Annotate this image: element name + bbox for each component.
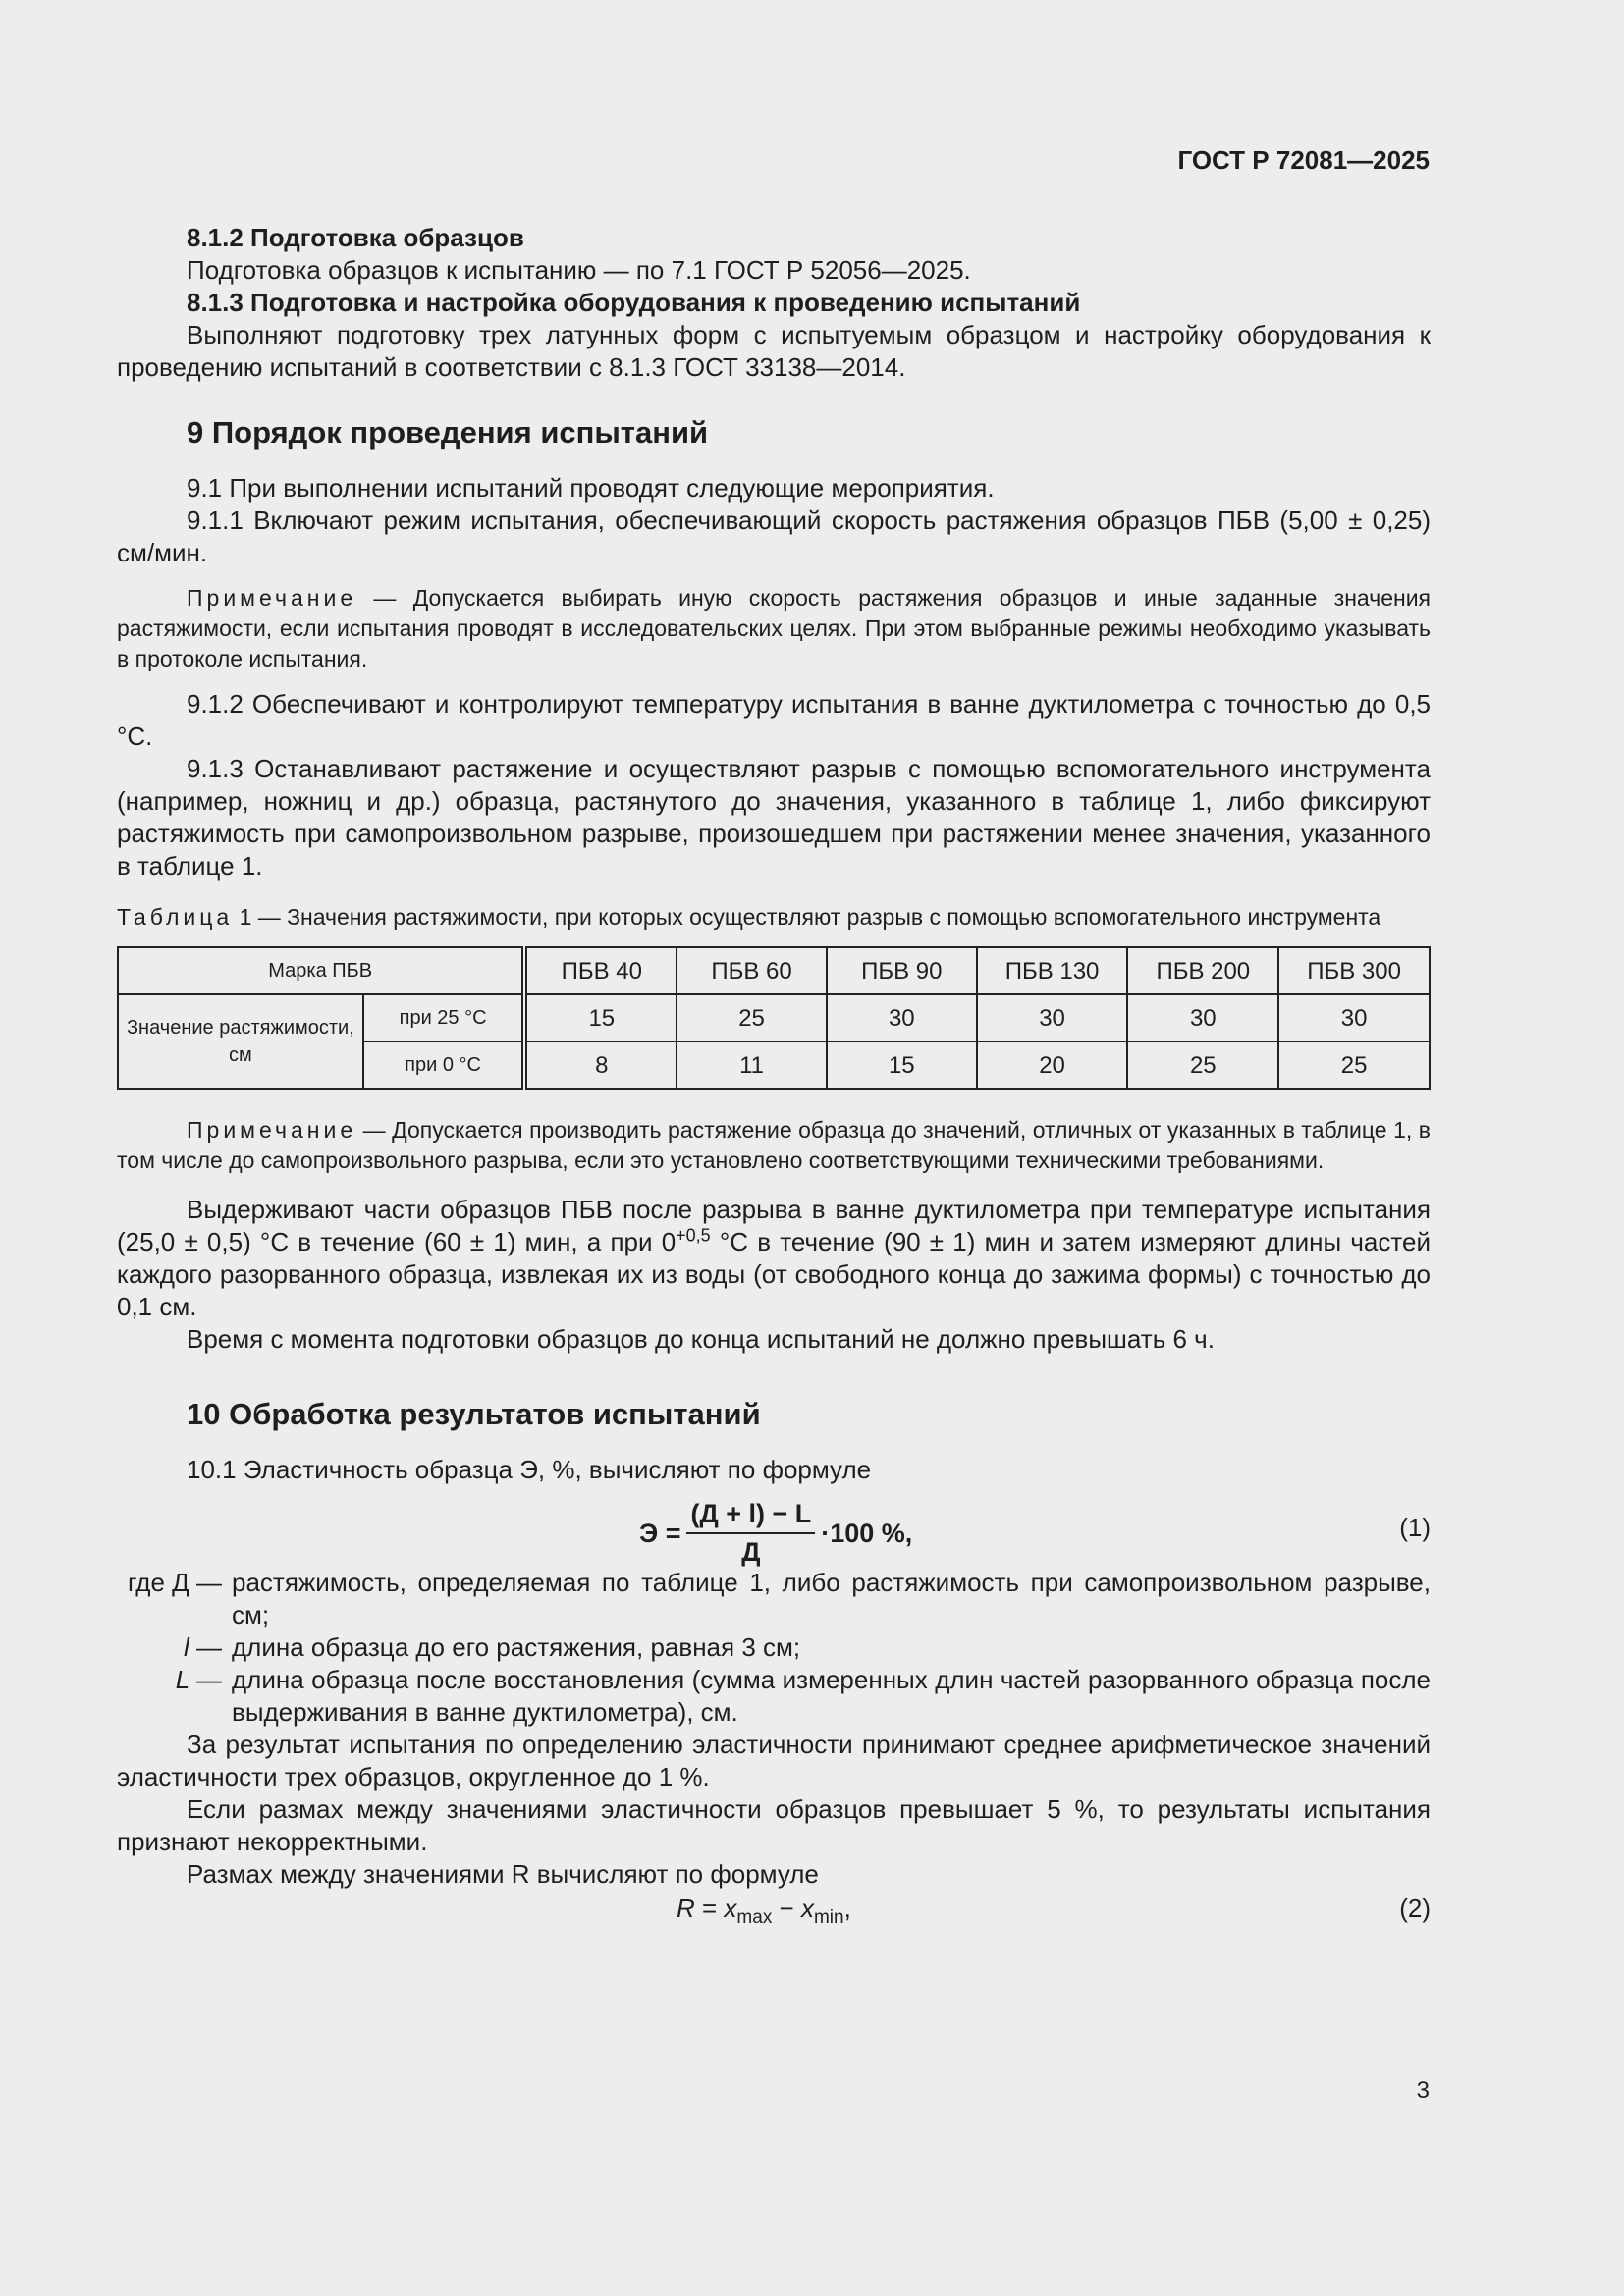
page-number: 3: [1416, 2077, 1430, 2104]
section-8-1-3-heading: 8.1.3 Подготовка и настройка оборудования к проведению испытаний: [187, 288, 1081, 317]
formula-2-r: R: [677, 1894, 695, 1923]
formula-2-x: x: [724, 1894, 737, 1923]
table-cell: 30: [1278, 994, 1430, 1041]
para-9-1: 9.1 При выполнении испытаний проводят следующие мероприятия.: [187, 473, 995, 503]
definition-text: длина образца до его растяжения, равная 3 см;: [232, 1632, 801, 1662]
tolerance-superscript: +0,5: [676, 1225, 711, 1246]
table-col-header: ПБВ 60: [677, 947, 827, 994]
para-range: Если размах между значениями эластичности образцов превышает 5 %, то результаты испытания признают некорректными.: [117, 1794, 1431, 1856]
table-corner: Марка ПБВ: [118, 947, 524, 994]
formula-1-number: (1): [1399, 1513, 1431, 1542]
para-holding: [117, 1194, 1431, 1323]
note-label: Примечание: [187, 585, 357, 611]
definitions-list: [117, 1567, 1431, 1729]
table-col-header: ПБВ 40: [524, 947, 677, 994]
formula-2: [117, 1891, 1431, 1930]
definition-term: l —: [184, 1632, 222, 1662]
note-1: [117, 583, 1431, 674]
definition-text: длина образца после восстановления (сумма измеренных длин частей разорванного образца после выдерживания в ванне дуктилометра), см.: [232, 1665, 1431, 1727]
table-cell: 30: [1127, 994, 1278, 1041]
note-1-text: — Допускается выбирать иную скорость растяжения образцов и иные заданные значения растяжимости, если испытания проводят в исследовательских целях. При этом выбранные режимы необходимо указывать в протоколе испытания.: [117, 585, 1431, 671]
formula-1-rhs: ·100 %,: [821, 1518, 913, 1548]
formula-2-number: (2): [1399, 1894, 1431, 1923]
definition-term: L —: [175, 1665, 222, 1694]
para-time-limit: Время с момента подготовки образцов до конца испытаний не должно превышать 6 ч.: [187, 1324, 1215, 1354]
section-8-1-3-text: Выполняют подготовку трех латунных форм с испытуемым образцом и настройку оборудования к проведению испытаний в соответствии с 8.1.3 ГОСТ 33138—2014.: [117, 320, 1431, 382]
table-row-group-label: Значение растяжимости, см: [118, 994, 363, 1089]
section-9-heading: 9 Порядок проведения испытаний: [187, 415, 709, 450]
table-col-header: ПБВ 90: [827, 947, 977, 994]
section-8-1-2-heading: 8.1.2 Подготовка образцов: [187, 223, 524, 252]
note-2-text: — Допускается производить растяжение образца до значений, отличных от указанных в таблице 1, в том числе до самопроизвольного разрыва, если это установлено соответствующими техническими требованиями.: [117, 1117, 1431, 1173]
definition-item: [117, 1567, 1431, 1631]
formula-1-fraction: [686, 1498, 815, 1569]
table-cell: 25: [1127, 1041, 1278, 1089]
para-9-1-2: 9.1.2 Обеспечивают и контролируют температуру испытания в ванне дуктилометра с точностью до 0,5 °С.: [117, 689, 1431, 751]
table-caption: [117, 902, 1431, 933]
para-10-1: 10.1 Эластичность образца Э, %, вычисляют по формуле: [187, 1455, 872, 1484]
note-2: [117, 1115, 1431, 1176]
note-label: Примечание: [187, 1117, 357, 1143]
formula-2-max: max: [736, 1907, 773, 1929]
table-header-row: [118, 947, 1430, 994]
formula-1-numerator: (Д + l) − L: [686, 1498, 815, 1534]
para-holding-text-b: °С в течение (90 ± 1) мин и затем измеряют длины частей каждого разорванного образца, извлекая их из воды (от свободного конца до зажима формы) с точностью до 0,1 см.: [117, 1227, 1431, 1321]
formula-2-minus: −: [772, 1894, 801, 1923]
definition-text: растяжимость, определяемая по таблице 1, либо растяжимость при самопроизвольном разрыве, см;: [232, 1568, 1431, 1629]
elongation-table: [117, 946, 1431, 1090]
table-caption-text: 1 — Значения растяжимости, при которых осуществляют разрыв с помощью вспомогательного инструмента: [233, 904, 1381, 930]
formula-1: [117, 1486, 1431, 1567]
para-range-formula: Размах между значениями R вычисляют по формуле: [187, 1859, 819, 1889]
table-cell: 25: [677, 994, 827, 1041]
table-col-header: ПБВ 130: [977, 947, 1128, 994]
table-col-header: ПБВ 300: [1278, 947, 1430, 994]
page-content: [117, 222, 1431, 1930]
para-9-1-1: 9.1.1 Включают режим испытания, обеспечивающий скорость растяжения образцов ПБВ (5,00 ± 0,25) см/мин.: [117, 506, 1431, 567]
formula-1-lhs: Э =: [639, 1518, 681, 1548]
table-cell: 15: [827, 1041, 977, 1089]
formula-2-body: [677, 1893, 851, 1934]
section-10-heading: 10 Обработка результатов испытаний: [187, 1397, 761, 1431]
definition-term: где Д —: [127, 1568, 222, 1597]
document-header: ГОСТ Р 72081—2025: [1177, 145, 1430, 175]
section-8-1-2-text: Подготовка образцов к испытанию — по 7.1 ГОСТ Р 52056—2025.: [187, 255, 971, 285]
table-cell: 15: [524, 994, 677, 1041]
formula-2-comma: ,: [843, 1894, 851, 1923]
table-cell: 30: [977, 994, 1128, 1041]
definition-item: [117, 1664, 1431, 1729]
table-cell: 20: [977, 1041, 1128, 1089]
table-row: [118, 994, 1430, 1041]
table-label: Таблица: [117, 904, 234, 930]
table-cell: 25: [1278, 1041, 1430, 1089]
formula-1-body: [639, 1498, 912, 1569]
formula-1-denominator: Д: [741, 1537, 761, 1567]
table-row-label: при 0 °С: [363, 1041, 525, 1089]
table-row-label: при 25 °С: [363, 994, 525, 1041]
formula-2-min: min: [813, 1907, 844, 1929]
table-cell: 8: [524, 1041, 677, 1089]
formula-2-x: x: [800, 1894, 814, 1923]
formula-2-eq: =: [694, 1894, 725, 1923]
para-9-1-3: 9.1.3 Останавливают растяжение и осуществляют разрыв с помощью вспомогательного инструмента (например, ножниц и др.) образца, растянутого до значения, указанного в таблице 1, либо фиксируют растяжимость при самопроизвольном разрыве, произошедшем при растяжении менее значения, указанного в таблице 1.: [117, 754, 1431, 881]
table-cell: 11: [677, 1041, 827, 1089]
definition-item: [117, 1631, 1431, 1664]
table-col-header: ПБВ 200: [1127, 947, 1278, 994]
para-result: За результат испытания по определению эластичности принимают среднее арифметическое значений эластичности трех образцов, округленное до 1 %.: [117, 1730, 1431, 1791]
table-cell: 30: [827, 994, 977, 1041]
para-holding-text-a: Выдерживают части образцов ПБВ после разрыва в ванне дуктилометра при температуре испытания (25,0 ± 0,5) °С в течение (60 ± 1) мин, а при 0: [117, 1195, 1431, 1256]
